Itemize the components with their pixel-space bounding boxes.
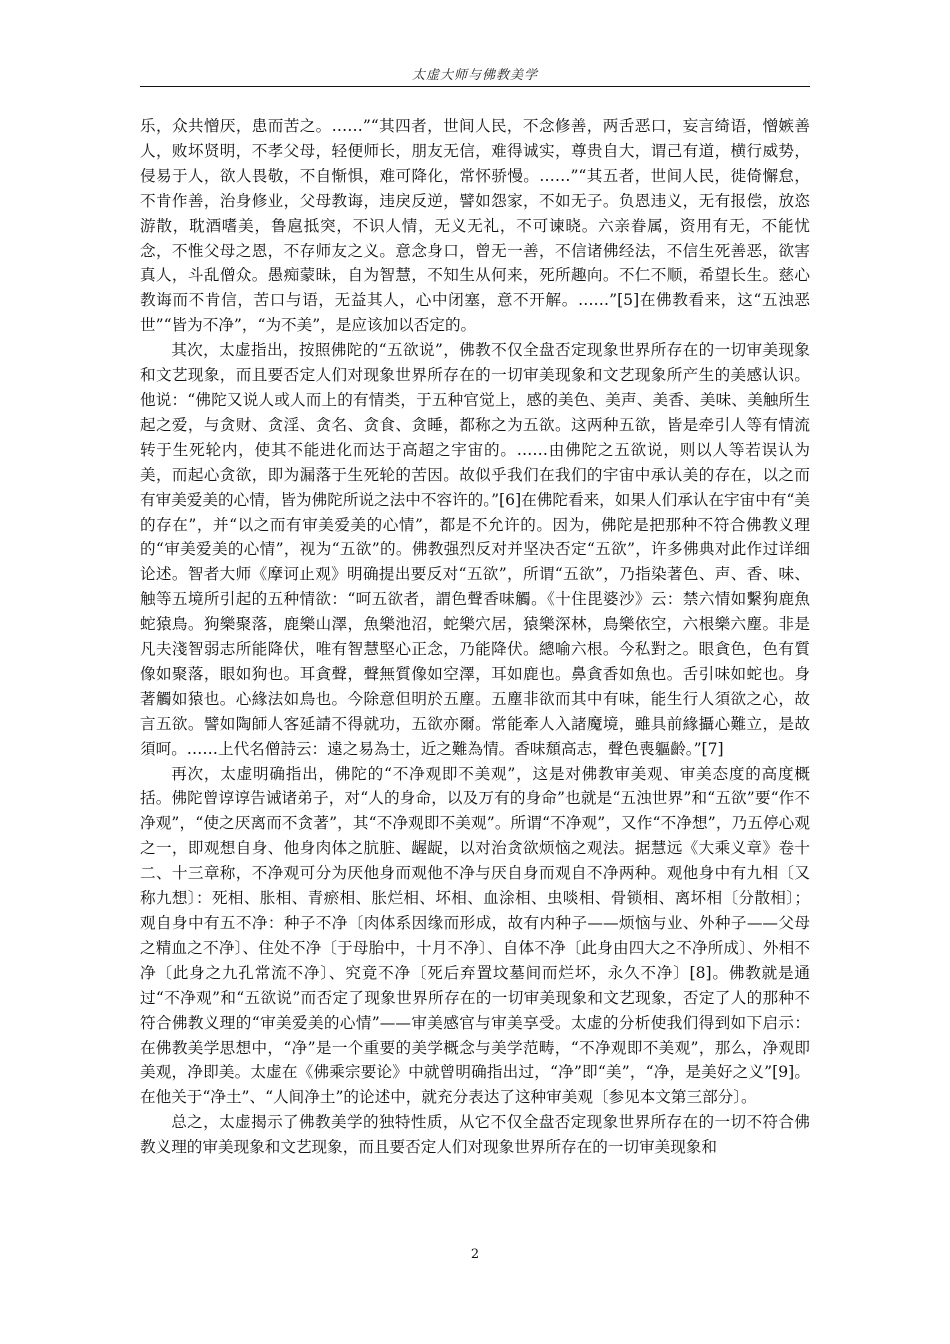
page-number: 2 (470, 1247, 480, 1262)
header-rule (140, 86, 810, 87)
paragraph-conclusion: 总之，太虚揭示了佛教美学的独特性质，从它不仅全盘否定现象世界所存在的一切不符合佛教义理的审美现象和文艺现象，而且要否定人们对现象世界所存在的一切审美现象和 (140, 1113, 810, 1157)
paragraph-third: 再次，太虚明确指出，佛陀的“不净观即不美观”，这是对佛教审美观、审美态度的高度概括。佛陀曾谆谆告诫诸弟子，对“人的身命，以及万有的身命”也就是“五浊世界”和“五欲”要“作不净观”，“使之厌离而不贪著”，其“不净观即不美观”。所谓“不净观”，又作“不净想”，乃五停心观之一，即观想自身、他身肉体之肮脏、龌龊，以对治贪欲烦恼之观法。据慧远《大乘义章》卷十二、十三章称，不净观可分为厌他身而观他不净与厌自身而观自不净两种。观他身中有九相〔又称九想〕：死相、胀相、青瘀相、胀烂相、坏相、血涂相、虫啖相、骨锁相、离坏相〔分散相〕；观自身中有五不净：种子不净〔肉体系因缘而形成，故有内种子——烦恼与业、外种子——父母之精血之不净〕、住处不净〔于母胎中，十月不净〕、自体不净〔此身由四大之不净所成〕、外相不净〔此身之九孔常流不净〕、究竟不净〔死后弃置坟墓间而烂坏，永久不净〕[8]。佛教就是通过“不净观”和“五欲说”而否定了现象世界所存在的一切审美现象和文艺现象，否定了人的那种不符合佛教义理的“审美爱美的心情”——审美感官与审美享受。太虚的分析使我们得到如下启示：在佛教美学思想中，“净”是一个重要的美学概念与美学范畴，“不净观即不美观”，那么，净观即美观，净即美。太虚在《佛乘宗要论》中就曾明确指出过，“净”即“美”，“净，是美好之义”[9]。在他关于“净土”、“人间净土”的论述中，就充分表达了这种审美观〔参见本文第三部分〕。 (140, 764, 810, 1107)
paragraph-second: 其次，太虚指出，按照佛陀的“五欲说”，佛教不仅全盘否定现象世界所存在的一切审美现象和文艺现象，而且要否定人们对现象世界所存在的一切审美现象和文艺现象所产生的美感认识。他说：“佛陀又说人或人而上的有情类，于五种官觉上，感的美色、美声、美香、美味、美触所生起之爱，与贪财、贪淫、贪名、贪食、贪睡，都称之为五欲。这两种五欲，皆是牵引人等有情流转于生死轮内，使其不能进化而达于高超之宇宙的。……由佛陀之五欲说，则以人等若误认为美，而起心贪欲，即为漏落于生死轮的苦因。故似乎我们在我们的宇宙中承认美的存在，以之而有审美爱美的心情，皆为佛陀所说之法中不容许的。”[6]在佛陀看来，如果人们承认在宇宙中有“美的存在”，并“以之而有审美爱美的心情”，都是不允许的。因为，佛陀是把那种不符合佛教义理的“审美爱美的心情”，视为“五欲”的。佛教强烈反对并坚决否定“五欲”，许多佛典对此作过详细论述。智者大师《摩诃止观》明确提出要反对“五欲”，所谓“五欲”，乃指染著色、声、香、味、触等五境所引起的五种情欲：“呵五欲者，謂色聲香味觸。《十住毘婆沙》云：禁六情如繫狗鹿魚蛇猿鳥。狗樂聚落，鹿樂山澤，魚樂池沼，蛇樂穴居，猿樂深林，鳥樂依空，六根樂六塵。非是凡夫淺智弱志所能降伏，唯有智慧堅心正念，乃能降伏。總喻六根。今私對之。眼貪色，色有質像如聚落，眼如狗也。耳貪聲，聲無質像如空澤，耳如鹿也。鼻貪香如魚也。舌引味如蛇也。身著觸如猿也。心緣法如鳥也。今除意但明於五塵。五塵非欲而其中有味，能生行人須欲之心，故言五欲。譬如陶師人客延請不得就功，五欲亦爾。常能牽人入諸魔境，雖具前緣攝心難立，是故須呵。……上代名僧詩云：遠之易為士，近之難為情。香味頹高志，聲色喪軀齡。”[7] (140, 341, 810, 758)
running-header: 太虚大师与佛教美学 (411, 68, 538, 83)
paragraph-continuation: 乐，众共憎厌，患而苦之。……”“其四者，世间人民，不念修善，两舌恶口，妄言绮语，憎嫉善人，败坏贤明，不孝父母，轻便师长，朋友无信，难得诚实，尊贵自大，谓己有道，横行威势，侵易于人，欲人畏敬，不自惭惧，难可降化，常怀骄慢。……”“其五者，世间人民，徙倚懈怠，不肯作善，治身修业，父母教诲，违戾反逆，譬如怨家，不如无子。负恩违义，无有报偿，放恣游散，耽酒嗜美，鲁扈抵突，不识人情，无义无礼，不可谏晓。六亲眷属，资用有无，不能忧念，不惟父母之恩，不存师友之义。意念身口，曾无一善，不信诸佛经法，不信生死善恶，欲害真人，斗乱僧众。愚痴蒙昧，自为智慧，不知生从何来，死所趣向。不仁不顺，希望长生。慈心教诲而不肯信，苦口与语，无益其人，心中闭塞，意不开解。……”[5]在佛教看来，这“五浊恶世”“皆为不净”，“为不美”，是应该加以否定的。 (140, 117, 810, 335)
body-text (140, 114, 810, 1160)
